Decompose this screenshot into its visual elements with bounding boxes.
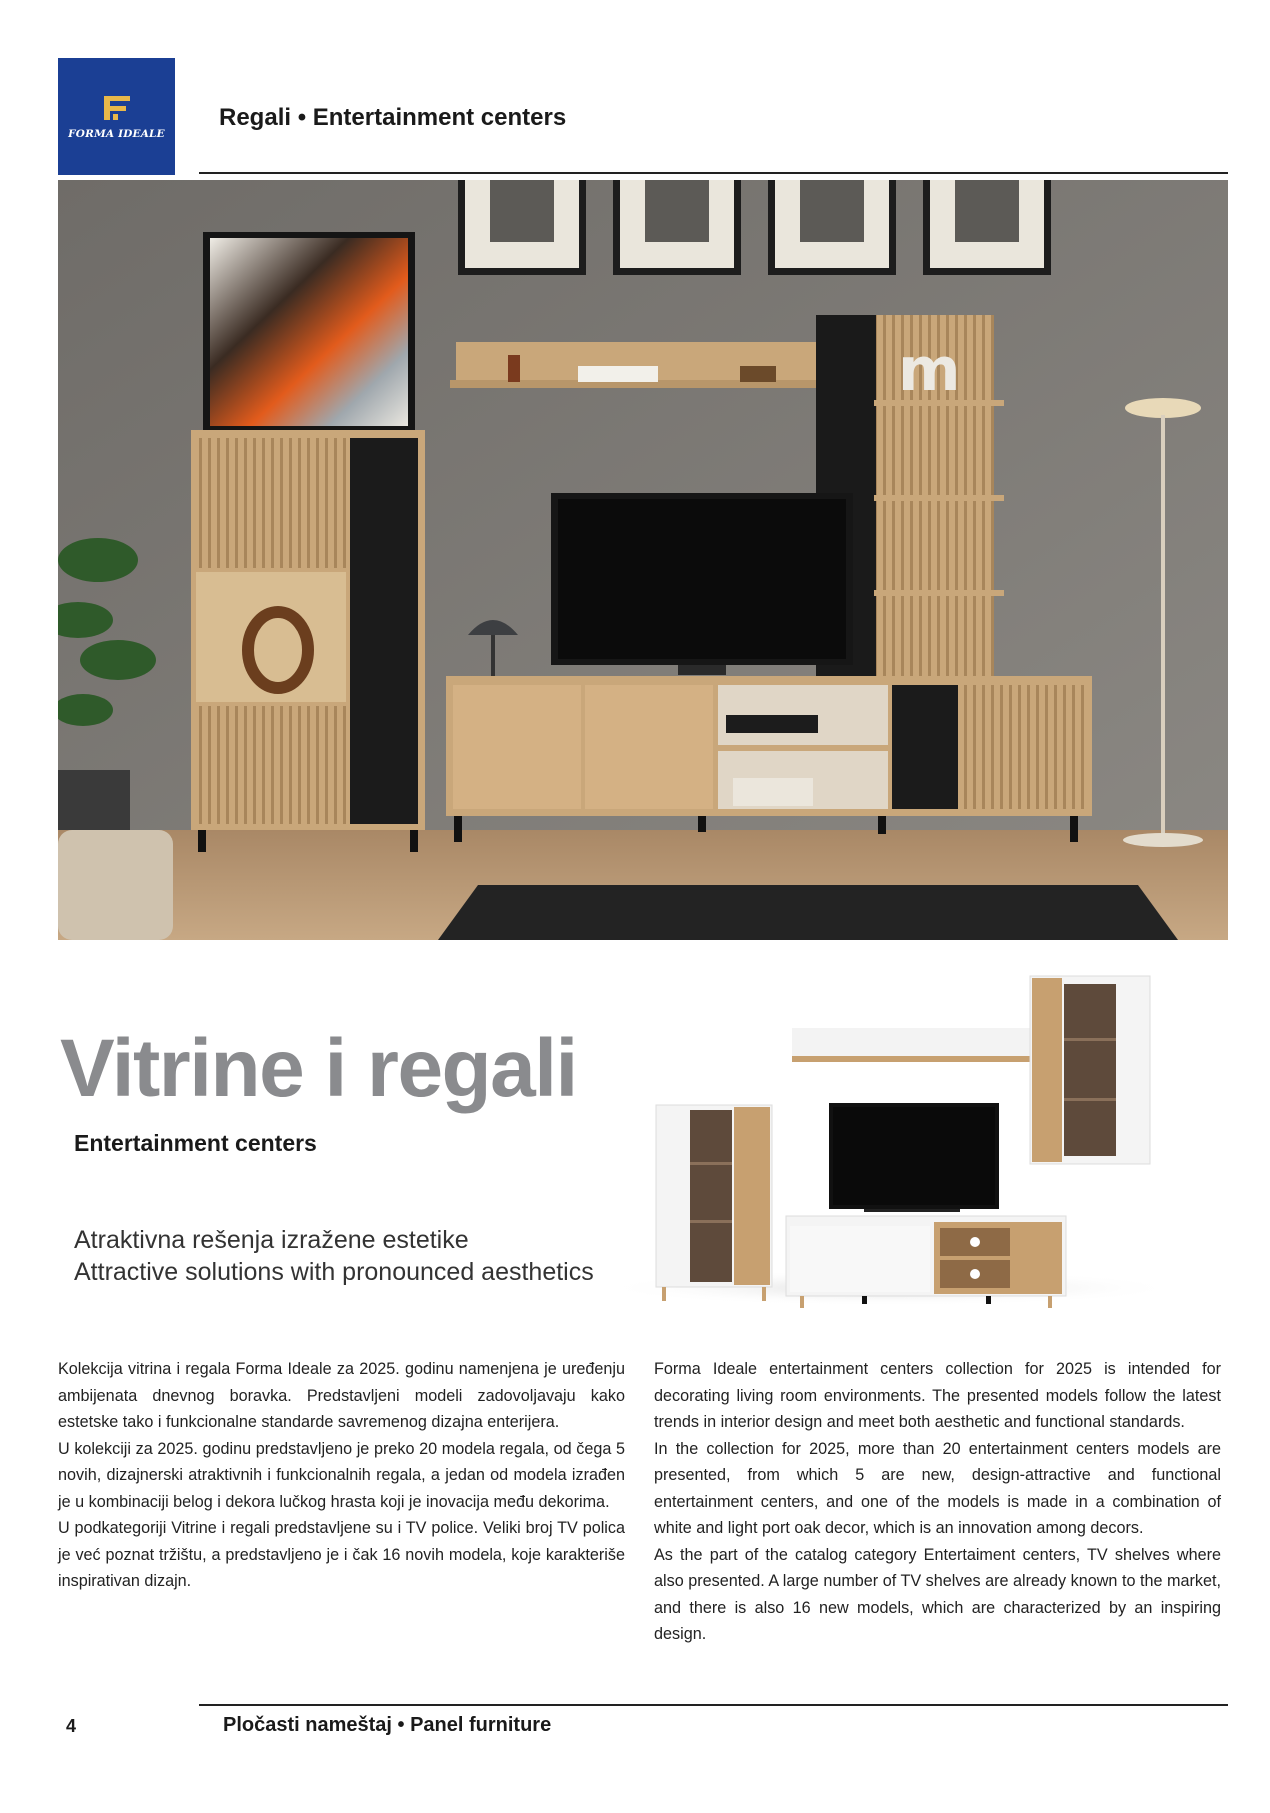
svg-text:m: m <box>898 335 961 405</box>
page-number: 4 <box>66 1716 77 1736</box>
product-image <box>570 970 1170 1315</box>
body-text-serbian <box>58 1356 625 1595</box>
body-paragraph: U podkategoriji Vitrine i regali predstavljene su i TV police. Veliki broj TV polica je već poznat tržištu, a predstavljeno je i čak 16 novih modela, koje karakteriše inspirativan dizajn. <box>58 1519 625 1590</box>
footer-title: Pločasti nameštaj • Panel furniture <box>223 1714 552 1736</box>
section-subtitle: Entertainment centers <box>74 1130 317 1156</box>
body-paragraph: Forma Ideale entertainment centers collection for 2025 is intended for decorating living room environments. The presented models follow the latest trends in interior design and meet both aesthetic and functional standards. <box>654 1360 1221 1431</box>
body-paragraph: As the part of the catalog category Entertaiment centers, TV shelves where also presented. A large number of TV shelves are already known to the market, and there is also 16 new models, which are characterized by an inspiring design. <box>654 1545 1221 1643</box>
forma-ideale-logo-icon <box>102 94 132 122</box>
hero-room-image <box>58 180 1228 940</box>
header-rule <box>199 172 1228 174</box>
section-title: Vitrine i regali <box>60 1023 577 1114</box>
brand-logo <box>58 58 175 175</box>
body-paragraph: In the collection for 2025, more than 20 entertainment centers models are presented, from which 5 are new, design-attractive and functional entertainment centers, and one of the models is made in a combination of white and light port oak decor, which is an innovation among decors. <box>654 1439 1221 1537</box>
body-paragraph: Kolekcija vitrina i regala Forma Ideale za 2025. godinu namenjena je uređenju ambijenata dnevnog boravka. Predstavljeni modeli zadovoljavaju kako estetske tako i funkcionalne standarde savremenog dizajna enterijera. <box>58 1360 625 1431</box>
body-paragraph: U kolekciji za 2025. godinu predstavljeno je preko 20 modela regala, od čega 5 novih, dizajnerski atraktivnih i funkcionalnih regala, a jedan od modela izrađen je u kombinaciji belog i dekora lučkog hrasta koji je inovacija među dekorima. <box>58 1439 625 1511</box>
page-header-title: Regali • Entertainment centers <box>219 104 567 131</box>
logo-text: FORMA IDEALE <box>68 127 165 140</box>
tagline-english: Attractive solutions with pronounced aesthetics <box>74 1258 594 1286</box>
tagline-serbian: Atraktivna rešenja izražene estetike <box>74 1226 469 1254</box>
footer-rule <box>199 1704 1228 1706</box>
body-text-english <box>654 1356 1221 1648</box>
